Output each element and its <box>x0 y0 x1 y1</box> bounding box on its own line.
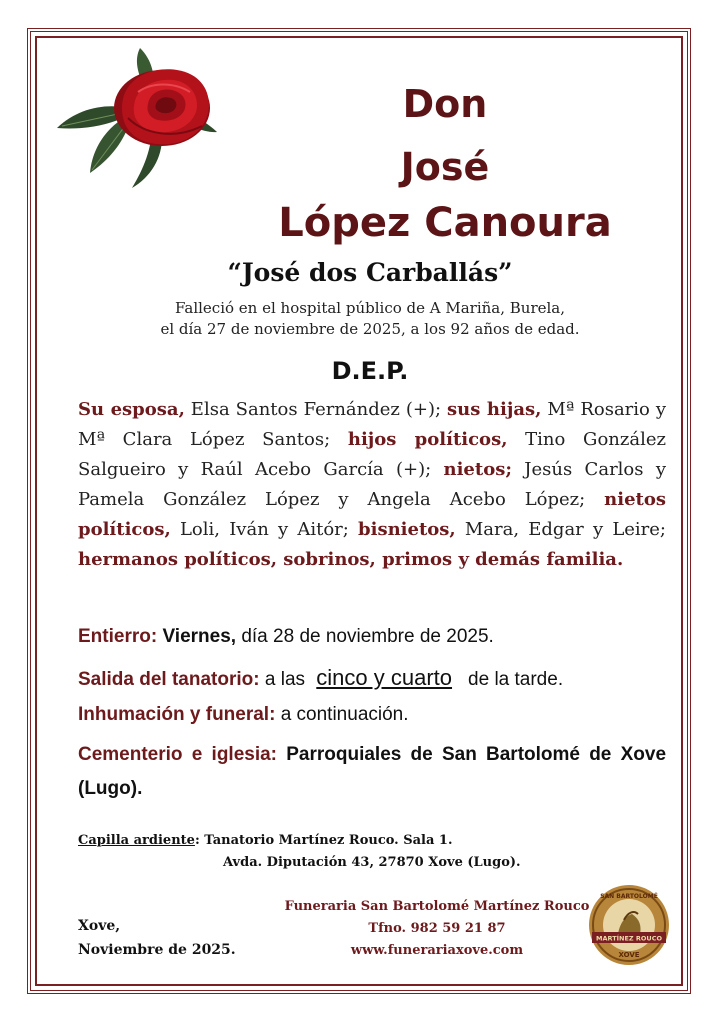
salida-pre: a las <box>259 669 311 690</box>
cementerio-label: Cementerio e iglesia: <box>78 744 278 765</box>
funeraria-name: Funeraria San Bartolomé Martínez Rouco <box>284 899 590 914</box>
cementerio-line <box>78 738 666 806</box>
title-surnames: López Canoura <box>278 200 612 246</box>
family-text: Loli, Iván y Aitór; <box>170 519 359 540</box>
entierro-line <box>78 626 678 648</box>
inhumacion-line <box>78 704 678 726</box>
cementerio-text: Parroquiales de San Bartolomé de Xove (Lugo). <box>78 744 667 799</box>
family-text: Jesús Carlos y Pamela González López y Angela Acebo López; <box>78 459 666 510</box>
capilla-ardiente <box>78 830 638 874</box>
family-label: hermanos políticos, sobrinos, primos y demás familia. <box>78 549 624 570</box>
family-paragraph <box>78 395 666 575</box>
capilla-label: Capilla ardiente <box>78 833 195 848</box>
family-label: bisnietos, <box>358 519 456 540</box>
capilla-line-1: : Tanatorio Martínez Rouco. Sala 1. <box>194 833 453 848</box>
entierro-label: Entierro: <box>78 626 158 647</box>
inhumacion-text: a continuación. <box>275 704 409 725</box>
place-date <box>78 914 236 962</box>
family-label: nietos; <box>443 459 512 480</box>
seal-top-text: SAN BARTOLOMÉ <box>600 893 658 900</box>
family-label: sus hijas, <box>447 399 542 420</box>
title-don: Don <box>402 82 488 126</box>
family-text: Mara, Edgar y Leire; <box>455 519 666 540</box>
salida-time: cinco y cuarto <box>316 665 453 690</box>
inhumacion-label: Inhumación y funeral: <box>78 704 276 725</box>
salida-line <box>78 665 678 691</box>
funeraria-seal-logo <box>588 884 670 966</box>
entierro-text: día 28 de noviembre de 2025. <box>236 626 494 647</box>
salida-post: de la tarde. <box>468 669 564 690</box>
title-first-name: José <box>400 145 490 189</box>
family-label: Su esposa, <box>78 399 185 420</box>
family-text: Mª Rosario y Mª Clara López Santos; <box>78 399 667 450</box>
dep-heading: D.E.P. <box>331 357 409 385</box>
place-line: Xove, <box>78 918 121 934</box>
entierro-day: Viernes, <box>162 626 237 647</box>
family-label: nietos políticos, <box>78 489 666 540</box>
funeraria-contact <box>282 896 592 962</box>
rose-image <box>52 48 220 190</box>
salida-label: Salida del tanatorio: <box>78 669 260 690</box>
death-notice-line-2: el día 27 de noviembre de 2025, a los 92 años de edad. <box>160 320 580 338</box>
nickname: “José dos Carballás” <box>227 258 513 287</box>
death-notice-line-1: Falleció en el hospital público de A Mariña, Burela, <box>174 299 566 317</box>
date-line: Noviembre de 2025. <box>78 942 236 958</box>
funeraria-phone: Tfno. 982 59 21 87 <box>368 921 506 936</box>
family-text: Tino González Salgueiro y Raúl Acebo García (+); <box>78 429 666 480</box>
death-notice <box>90 298 650 340</box>
funeraria-web: www.funerariaxove.com <box>350 943 524 958</box>
family-label: hijos políticos, <box>347 429 508 450</box>
family-text: Elsa Santos Fernández (+); <box>184 399 448 420</box>
seal-bottom-text: XOVE <box>618 951 640 959</box>
capilla-line-2: Avda. Diputación 43, 27870 Xove (Lugo). <box>223 855 521 870</box>
seal-band-text: MARTÍNEZ ROUCO <box>595 934 663 943</box>
